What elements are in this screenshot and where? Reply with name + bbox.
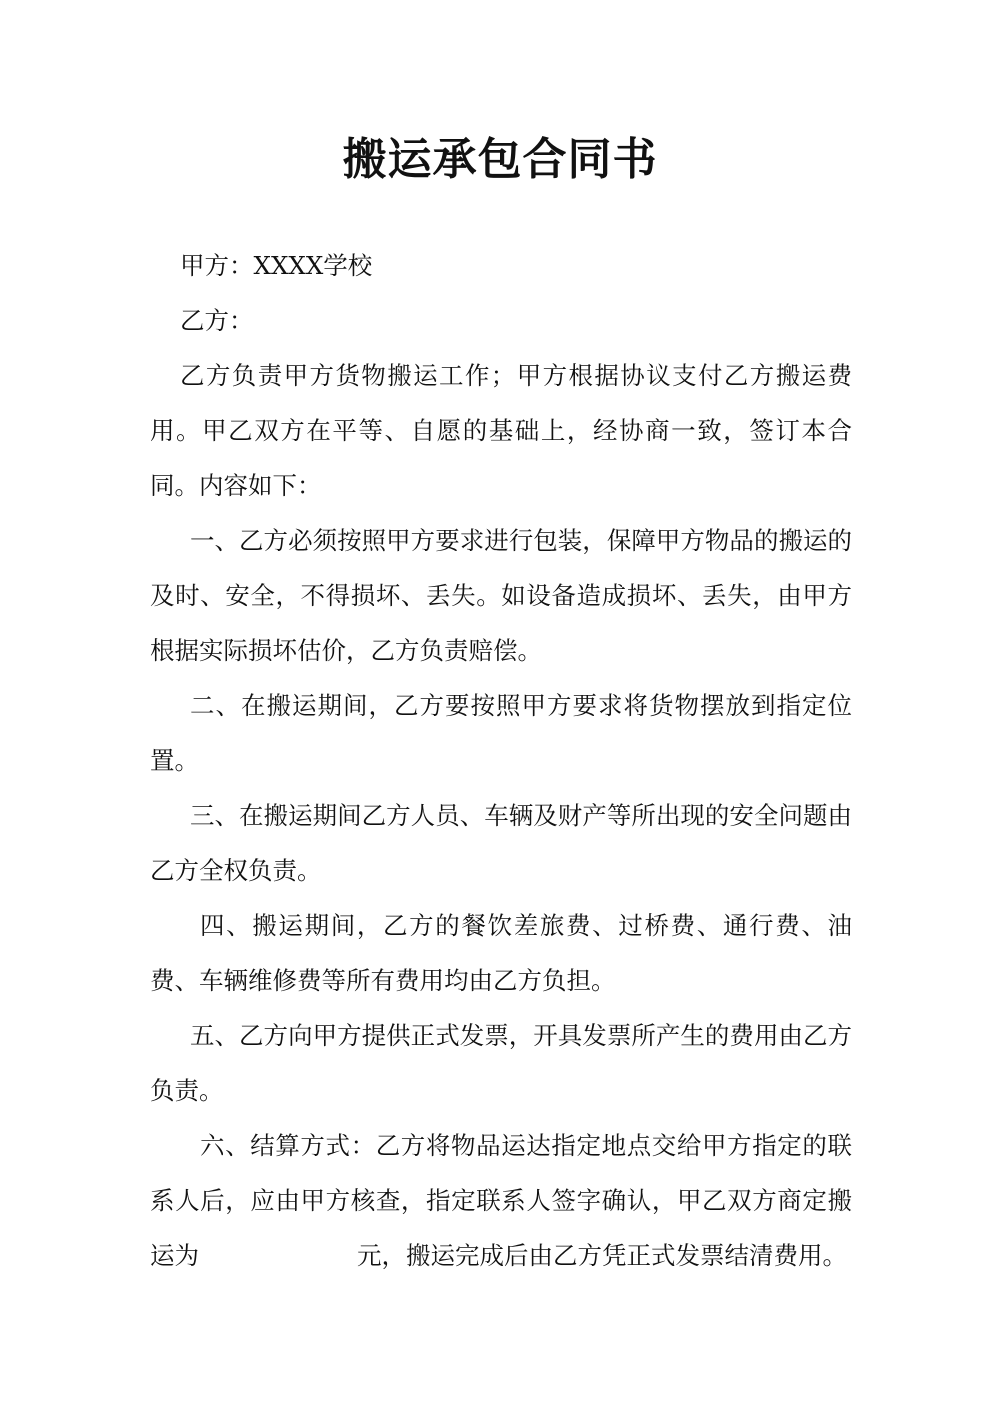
clause-6-text-end: 元，搬运完成后由乙方凭正式发票结清费用。: [357, 1241, 847, 1270]
document-title: 搬运承包合同书: [342, 134, 658, 185]
contract-body: [150, 238, 852, 1283]
clause-1: 一、乙方必须按照甲方要求进行包装，保障甲方物品的搬运的及时、安全，不得损坏、丢失。如设备造成损坏、丢失，由甲方根据实际损坏估价，乙方负责赔偿。: [150, 526, 852, 665]
clause-2: 二、在搬运期间，乙方要按照甲方要求将货物摆放到指定位置。: [150, 691, 852, 775]
clause-6: [150, 1118, 852, 1283]
intro-paragraph: 乙方负责甲方货物搬运工作；甲方根据协议支付乙方搬运费用。甲乙双方在平等、自愿的基础上，经协商一致，签订本合同。内容如下：: [150, 361, 852, 500]
party-a-line: 甲方：XXXX学校: [180, 251, 373, 280]
clause-6-text: 六、结算方式：乙方将物品运达指定地点交给甲方指定的联系人后，应由甲方核查，指定联系人签字确认，甲乙双方商定搬运为: [150, 1131, 852, 1270]
party-b-line: 乙方：: [180, 306, 254, 335]
clause-5: 五、乙方向甲方提供正式发票，开具发票所产生的费用由乙方负责。: [150, 1021, 852, 1105]
clause-3: 三、在搬运期间乙方人员、车辆及财产等所出现的安全问题由乙方全权负责。: [150, 801, 852, 885]
clause-4: 四、搬运期间，乙方的餐饮差旅费、过桥费、通行费、油费、车辆维修费等所有费用均由乙方负担。: [150, 911, 852, 995]
